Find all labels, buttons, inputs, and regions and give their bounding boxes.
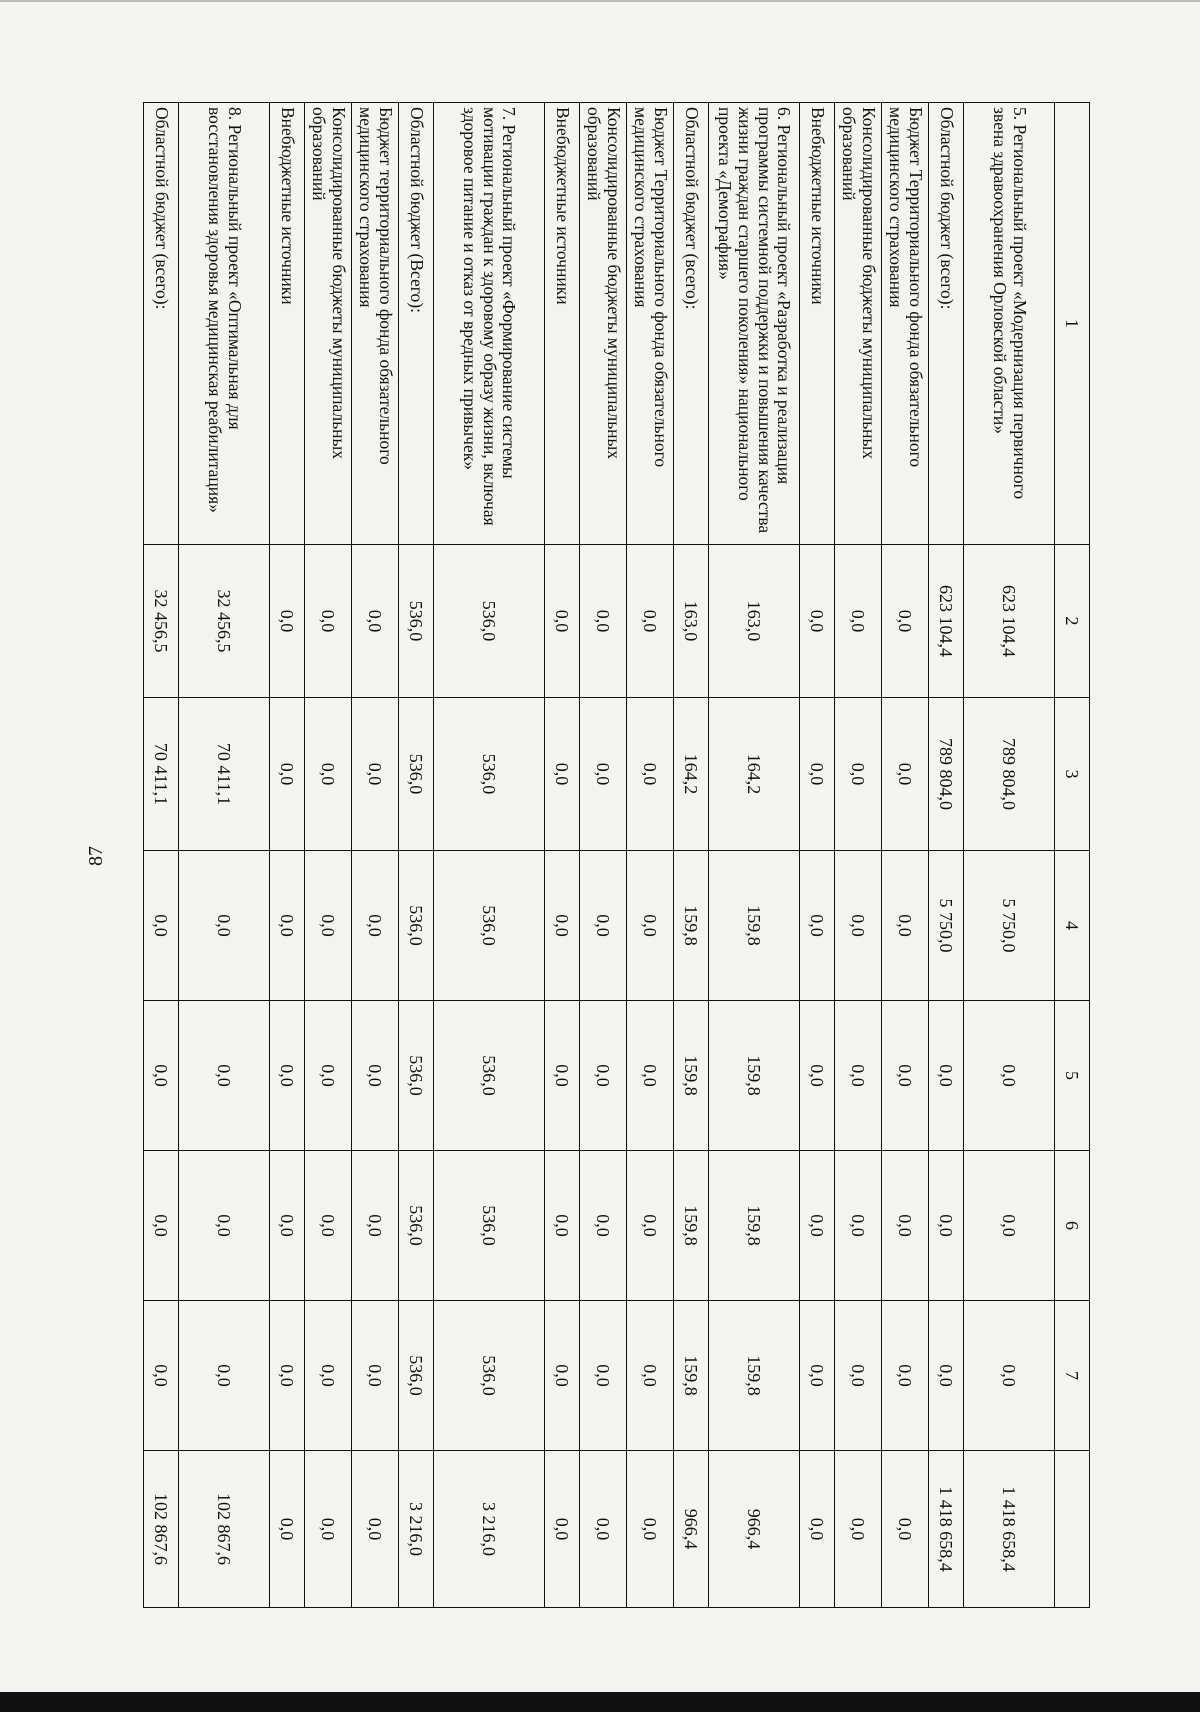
table-row — [144, 103, 179, 1608]
year-value-cell: 0,0 — [964, 1301, 1055, 1451]
table-row — [305, 103, 352, 1608]
year-value-cell: 0,0 — [270, 1151, 305, 1301]
table-row — [882, 103, 929, 1608]
year-value-cell: 0,0 — [835, 1151, 882, 1301]
table-row — [709, 103, 800, 1608]
year-value-cell: 0,0 — [800, 1001, 835, 1151]
year-value-cell: 0,0 — [144, 1001, 179, 1151]
year-value-cell: 536,0 — [434, 1001, 545, 1151]
year-value-cell: 0,0 — [627, 1001, 674, 1151]
year-value-cell: 0,0 — [627, 698, 674, 851]
total-value-cell: 966,4 — [674, 1451, 709, 1608]
year-value-cell: 163,0 — [709, 545, 800, 698]
year-value-cell: 623 104,4 — [929, 545, 964, 698]
row-label: Внебюджетные источники — [800, 103, 835, 545]
scan-edge — [0, 0, 1200, 2]
year-value-cell: 536,0 — [434, 698, 545, 851]
year-value-cell: 159,8 — [674, 1001, 709, 1151]
header-cell: 1 — [1055, 103, 1090, 545]
year-value-cell: 0,0 — [352, 1151, 399, 1301]
table-row — [674, 103, 709, 1608]
year-value-cell: 0,0 — [800, 698, 835, 851]
row-label: Консолидированные бюджеты муниципальных образований — [305, 103, 352, 545]
year-value-cell: 0,0 — [929, 1151, 964, 1301]
total-value-cell: 102 867,6 — [179, 1451, 270, 1608]
year-value-cell: 0,0 — [179, 1151, 270, 1301]
total-value-cell: 0,0 — [627, 1451, 674, 1608]
year-value-cell: 0,0 — [882, 545, 929, 698]
row-label: Областной бюджет (Всего): — [399, 103, 434, 545]
total-value-cell: 0,0 — [545, 1451, 580, 1608]
year-value-cell: 163,0 — [674, 545, 709, 698]
year-value-cell: 0,0 — [545, 1151, 580, 1301]
year-value-cell: 0,0 — [835, 851, 882, 1001]
year-value-cell: 0,0 — [144, 851, 179, 1001]
year-value-cell: 159,8 — [674, 1151, 709, 1301]
row-label: Областной бюджет (всего): — [929, 103, 964, 545]
year-value-cell: 164,2 — [674, 698, 709, 851]
row-label: Областной бюджет (всего): — [674, 103, 709, 545]
total-value-cell: 3 216,0 — [434, 1451, 545, 1608]
row-label: Внебюджетные источники — [270, 103, 305, 545]
year-value-cell: 0,0 — [882, 698, 929, 851]
year-value-cell: 536,0 — [399, 851, 434, 1001]
year-value-cell: 70 411,1 — [144, 698, 179, 851]
table-row — [352, 103, 399, 1608]
year-value-cell: 0,0 — [627, 851, 674, 1001]
year-value-cell: 0,0 — [627, 545, 674, 698]
table-row — [270, 103, 305, 1608]
total-value-cell: 0,0 — [835, 1451, 882, 1608]
year-value-cell: 0,0 — [545, 851, 580, 1001]
year-value-cell: 159,8 — [709, 1301, 800, 1451]
year-value-cell: 70 411,1 — [179, 698, 270, 851]
year-value-cell: 0,0 — [580, 851, 627, 1001]
table-body — [144, 103, 1055, 1608]
total-value-cell: 966,4 — [709, 1451, 800, 1608]
year-value-cell: 0,0 — [835, 1301, 882, 1451]
total-value-cell: 3 216,0 — [399, 1451, 434, 1608]
year-value-cell: 0,0 — [179, 1301, 270, 1451]
year-value-cell: 536,0 — [434, 545, 545, 698]
year-value-cell: 789 804,0 — [964, 698, 1055, 851]
year-value-cell: 0,0 — [929, 1301, 964, 1451]
total-value-cell: 1 418 658,4 — [929, 1451, 964, 1608]
year-value-cell: 0,0 — [305, 1001, 352, 1151]
year-value-cell: 0,0 — [305, 1151, 352, 1301]
row-label: Внебюджетные источники — [545, 103, 580, 545]
year-value-cell: 0,0 — [627, 1301, 674, 1451]
header-cell — [1055, 1451, 1090, 1608]
budget-table — [143, 102, 1090, 1608]
row-label: Бюджет территориального фонда обязательного медицинского страхования — [352, 103, 399, 545]
year-value-cell: 0,0 — [270, 1001, 305, 1151]
year-value-cell: 623 104,4 — [964, 545, 1055, 698]
total-value-cell: 0,0 — [882, 1451, 929, 1608]
year-value-cell: 536,0 — [434, 851, 545, 1001]
header-cell: 4 — [1055, 851, 1090, 1001]
year-value-cell: 159,8 — [709, 1151, 800, 1301]
scan-bottom-bar — [0, 1692, 1200, 1712]
table-row — [800, 103, 835, 1608]
row-label: 8. Региональный проект «Оптимальная для восстановления здоровья медицинская реабилитация» — [179, 103, 270, 545]
year-value-cell: 0,0 — [352, 1001, 399, 1151]
year-value-cell: 0,0 — [882, 1151, 929, 1301]
year-value-cell: 0,0 — [580, 1001, 627, 1151]
year-value-cell: 0,0 — [352, 1301, 399, 1451]
year-value-cell: 0,0 — [144, 1151, 179, 1301]
table-row — [399, 103, 434, 1608]
total-value-cell: 0,0 — [352, 1451, 399, 1608]
year-value-cell: 0,0 — [882, 1301, 929, 1451]
year-value-cell: 0,0 — [270, 851, 305, 1001]
year-value-cell: 0,0 — [800, 545, 835, 698]
total-value-cell: 1 418 658,4 — [964, 1451, 1055, 1608]
row-label: Консолидированные бюджеты муниципальных образований — [835, 103, 882, 545]
year-value-cell: 0,0 — [352, 851, 399, 1001]
row-label: 6. Региональный проект «Разработка и реализация программы системной поддержки и повышения качества жизни граждан старшего поколения» национального проекта «Демография» — [709, 103, 800, 545]
year-value-cell: 0,0 — [270, 1301, 305, 1451]
year-value-cell: 164,2 — [709, 698, 800, 851]
year-value-cell: 0,0 — [882, 851, 929, 1001]
year-value-cell: 0,0 — [305, 698, 352, 851]
year-value-cell: 0,0 — [179, 851, 270, 1001]
year-value-cell: 0,0 — [929, 1001, 964, 1151]
year-value-cell: 0,0 — [627, 1151, 674, 1301]
table-row — [627, 103, 674, 1608]
year-value-cell: 536,0 — [434, 1301, 545, 1451]
year-value-cell: 0,0 — [352, 698, 399, 851]
row-label: Бюджет Территориального фонда обязательного медицинского страхования — [627, 103, 674, 545]
row-label: 5. Региональный проект «Модернизация первичного звена здравоохранения Орловской области» — [964, 103, 1055, 545]
table-row — [580, 103, 627, 1608]
year-value-cell: 0,0 — [179, 1001, 270, 1151]
row-label: 7. Региональный проект «Формирование системы мотивации граждан к здоровому образу жизни, включая здоровое питание и отказ от вредных привычек» — [434, 103, 545, 545]
year-value-cell: 159,8 — [674, 851, 709, 1001]
year-value-cell: 0,0 — [545, 1001, 580, 1151]
header-cell: 3 — [1055, 698, 1090, 851]
total-value-cell: 0,0 — [580, 1451, 627, 1608]
year-value-cell: 536,0 — [399, 1001, 434, 1151]
year-value-cell: 0,0 — [800, 1151, 835, 1301]
row-label: Областной бюджет (всего): — [144, 103, 179, 545]
year-value-cell: 0,0 — [580, 698, 627, 851]
year-value-cell: 0,0 — [270, 545, 305, 698]
year-value-cell: 0,0 — [305, 545, 352, 698]
year-value-cell: 0,0 — [580, 1301, 627, 1451]
table-row — [835, 103, 882, 1608]
year-value-cell: 536,0 — [399, 1301, 434, 1451]
header-cell: 7 — [1055, 1301, 1090, 1451]
year-value-cell: 0,0 — [800, 851, 835, 1001]
year-value-cell: 159,8 — [674, 1301, 709, 1451]
header-row — [1055, 103, 1090, 1608]
row-label: Бюджет Территориального фонда обязательного медицинского страхования — [882, 103, 929, 545]
table-row — [929, 103, 964, 1608]
year-value-cell: 0,0 — [835, 698, 882, 851]
year-value-cell: 536,0 — [399, 545, 434, 698]
year-value-cell: 0,0 — [964, 1151, 1055, 1301]
year-value-cell: 32 456,5 — [144, 545, 179, 698]
table-row — [964, 103, 1055, 1608]
year-value-cell: 5 750,0 — [964, 851, 1055, 1001]
header-cell: 2 — [1055, 545, 1090, 698]
header-cell: 6 — [1055, 1151, 1090, 1301]
year-value-cell: 0,0 — [800, 1301, 835, 1451]
year-value-cell: 0,0 — [835, 1001, 882, 1151]
row-label: Консолидированные бюджеты муниципальных образований — [580, 103, 627, 545]
table-row — [545, 103, 580, 1608]
year-value-cell: 536,0 — [399, 698, 434, 851]
year-value-cell: 0,0 — [964, 1001, 1055, 1151]
page-number: 87 — [85, 846, 107, 866]
year-value-cell: 0,0 — [580, 1151, 627, 1301]
year-value-cell: 159,8 — [709, 1001, 800, 1151]
year-value-cell: 0,0 — [545, 1301, 580, 1451]
year-value-cell: 0,0 — [305, 851, 352, 1001]
total-value-cell: 0,0 — [270, 1451, 305, 1608]
year-value-cell: 0,0 — [305, 1301, 352, 1451]
year-value-cell: 0,0 — [545, 545, 580, 698]
year-value-cell: 0,0 — [580, 545, 627, 698]
year-value-cell: 0,0 — [835, 545, 882, 698]
year-value-cell: 159,8 — [709, 851, 800, 1001]
year-value-cell: 0,0 — [270, 698, 305, 851]
total-value-cell: 0,0 — [305, 1451, 352, 1608]
header-cell: 5 — [1055, 1001, 1090, 1151]
year-value-cell: 0,0 — [882, 1001, 929, 1151]
year-value-cell: 536,0 — [399, 1151, 434, 1301]
year-value-cell: 0,0 — [545, 698, 580, 851]
year-value-cell: 789 804,0 — [929, 698, 964, 851]
table-row — [179, 103, 270, 1608]
table-row — [434, 103, 545, 1608]
year-value-cell: 536,0 — [434, 1151, 545, 1301]
year-value-cell: 0,0 — [144, 1301, 179, 1451]
year-value-cell: 5 750,0 — [929, 851, 964, 1001]
total-value-cell: 0,0 — [800, 1451, 835, 1608]
year-value-cell: 32 456,5 — [179, 545, 270, 698]
year-value-cell: 0,0 — [352, 545, 399, 698]
total-value-cell: 102 867,6 — [144, 1451, 179, 1608]
rotated-table-container — [151, 102, 1090, 1607]
